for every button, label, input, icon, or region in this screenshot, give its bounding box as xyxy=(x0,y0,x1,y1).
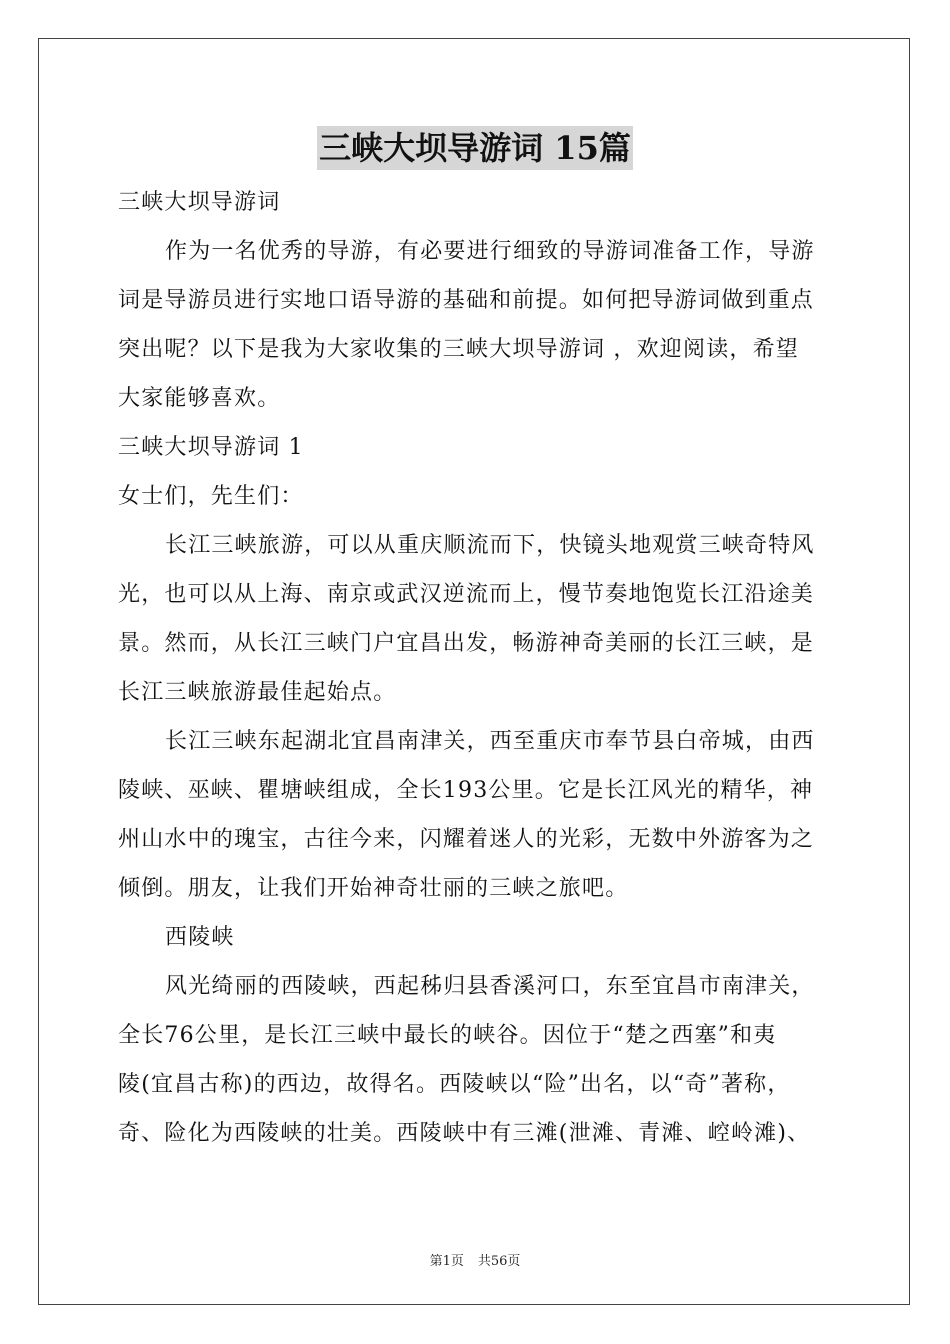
text-line: 三峡大坝导游词 1 xyxy=(118,435,304,460)
text-line: 突出呢？以下是我为大家收集的三峡大坝导游词 ，欢迎阅读，希望 xyxy=(118,337,799,362)
text-line: 长江三峡东起湖北宜昌南津关，西至重庆市奉节县白帝城，由西 xyxy=(165,729,815,754)
text-line: 州山水中的瑰宝，古往今来，闪耀着迷人的光彩，无数中外游客为之 xyxy=(118,827,815,852)
document-body xyxy=(118,178,834,1158)
title-container xyxy=(0,126,950,170)
text-line: 三峡大坝导游词 xyxy=(118,190,281,215)
text-line: 景。然而，从长江三峡门户宜昌出发，畅游神奇美丽的长江三峡，是 xyxy=(118,631,815,656)
text-line: 陵峡、巫峡、瞿塘峡组成，全长193公里。它是长江风光的精华，神 xyxy=(118,778,814,803)
text-line: 西陵峡 xyxy=(165,925,235,950)
text-line: 作为一名优秀的导游，有必要进行细致的导游词准备工作，导游 xyxy=(165,239,815,264)
page-number: 第1页 xyxy=(429,1254,464,1269)
text-line: 陵(宜昌古称)的西边，故得名。西陵峡以“险”出名，以“奇”著称， xyxy=(118,1072,791,1097)
page-total: 共56页 xyxy=(477,1254,521,1269)
text-line: 长江三峡旅游，可以从重庆顺流而下，快镜头地观赏三峡奇特风 xyxy=(165,533,815,558)
text-line: 全长76公里，是长江三峡中最长的峡谷。因位于“楚之西塞”和夷 xyxy=(118,1023,777,1048)
text-line: 光，也可以从上海、南京或武汉逆流而上，慢节奏地饱览长江沿途美 xyxy=(118,582,815,607)
document-title: 三峡大坝导游词 15篇 xyxy=(317,126,633,170)
page-footer xyxy=(0,1250,950,1269)
text-line: 奇、险化为西陵峡的壮美。西陵峡中有三滩(泄滩、青滩、崆岭滩)、 xyxy=(118,1121,811,1146)
text-line: 女士们，先生们： xyxy=(118,484,304,509)
text-line: 词是导游员进行实地口语导游的基础和前提。如何把导游词做到重点 xyxy=(118,288,815,313)
text-line: 倾倒。朋友，让我们开始神奇壮丽的三峡之旅吧。 xyxy=(118,876,629,901)
text-line: 大家能够喜欢。 xyxy=(118,386,281,411)
text-line: 长江三峡旅游最佳起始点。 xyxy=(118,680,397,705)
text-line: 风光绮丽的西陵峡，西起秭归县香溪河口，东至宜昌市南津关， xyxy=(165,974,815,999)
